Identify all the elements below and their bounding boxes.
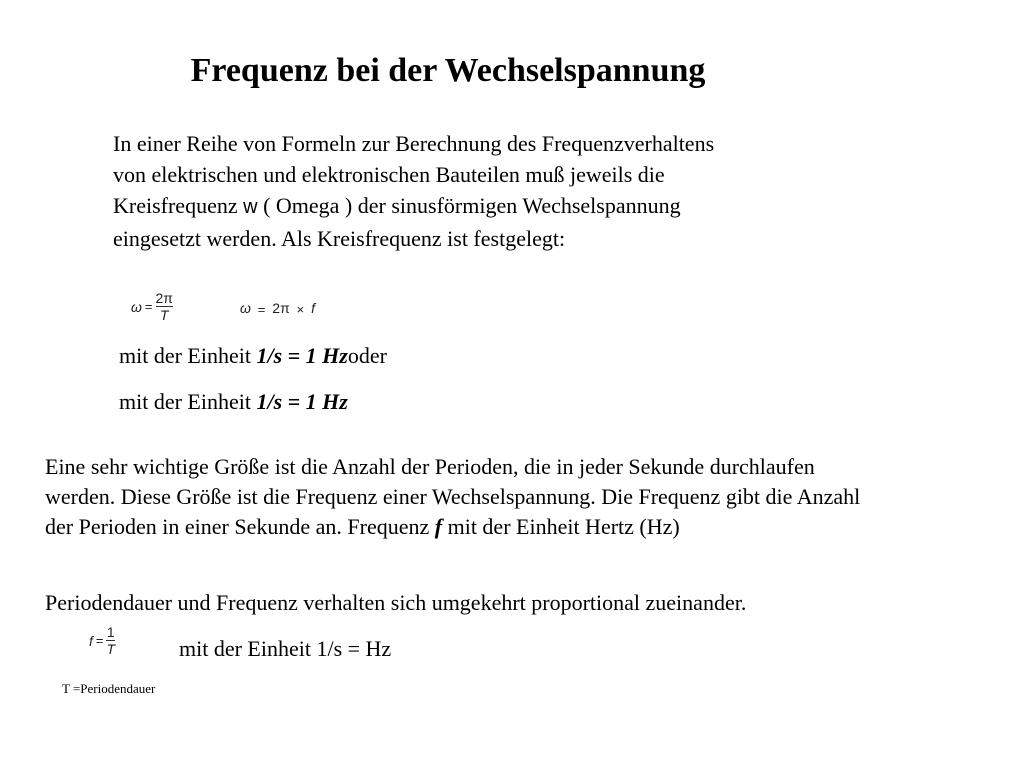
formula1-numerator: 2π bbox=[155, 290, 173, 306]
formula3-fraction bbox=[106, 624, 115, 657]
unit-line-3: mit der Einheit 1/s = Hz bbox=[179, 636, 392, 661]
formula2-2pi: 2π bbox=[272, 300, 290, 316]
formula3-lhs: f bbox=[89, 632, 93, 649]
footnote-periodendauer: T =Periodendauer bbox=[62, 681, 156, 696]
intro-paragraph bbox=[113, 128, 723, 254]
unit-line-1-prefix: mit der Einheit bbox=[119, 343, 257, 368]
formula2-lhs: ω bbox=[240, 300, 251, 316]
unit-line-2-prefix: mit der Einheit bbox=[119, 389, 257, 414]
formula1-fraction bbox=[156, 290, 173, 323]
unit-line-2 bbox=[119, 389, 348, 415]
unit-line-1-unit: 1/s = 1 Hz bbox=[256, 343, 348, 368]
unit-line-1-suffix: oder bbox=[347, 343, 387, 368]
formula3-denominator: T bbox=[106, 641, 116, 657]
formula1-denominator: T bbox=[159, 307, 169, 323]
formula1-equals: = bbox=[144, 299, 153, 314]
formula2-f: f bbox=[311, 300, 315, 316]
frequency-paragraph bbox=[45, 452, 875, 542]
formula2-equals: = bbox=[257, 301, 266, 317]
intro-text-start: In einer Reihe von Formeln zur Berechnung des Frequenzverhaltens von elektrischen und elektronischen Bauteilen muß jeweils die Kreisfrequenz bbox=[113, 131, 715, 218]
unit-line-1 bbox=[119, 343, 387, 369]
formula-omega-2pi-over-T bbox=[131, 290, 173, 323]
intro-text-end: ( Omega ) der sinusförmigen Wechselspannung eingesetzt werden. Als Kreisfrequenz ist festgelegt: bbox=[113, 193, 681, 251]
f-symbol: f bbox=[434, 514, 443, 539]
formula2-times: × bbox=[296, 301, 305, 317]
formula-omega-2pi-times-f bbox=[240, 300, 315, 317]
proportionality-paragraph: Periodendauer und Frequenz verhalten sich umgekehrt proportional zueinander. bbox=[45, 590, 747, 615]
unit-line-2-unit: 1/s = 1 Hz bbox=[256, 389, 348, 414]
formula3-equals: = bbox=[95, 633, 104, 648]
page-title: Frequenz bei der Wechselspannung bbox=[190, 52, 706, 89]
para2-text-end: mit der Einheit Hertz (Hz) bbox=[442, 514, 680, 539]
para2-text-start: Eine sehr wichtige Größe ist die Anzahl der Perioden, die in jeder Sekunde durchlaufen werden. Diese Größe ist die Frequenz einer Wechselspannung. Die Frequenz gibt die Anzahl der Perioden in einer Sekunde an. Frequenz bbox=[45, 454, 861, 539]
omega-symbol: w bbox=[243, 196, 258, 218]
formula-f-1-over-T bbox=[89, 624, 115, 657]
formula1-lhs: ω bbox=[131, 298, 142, 315]
formula3-numerator: 1 bbox=[106, 624, 115, 640]
